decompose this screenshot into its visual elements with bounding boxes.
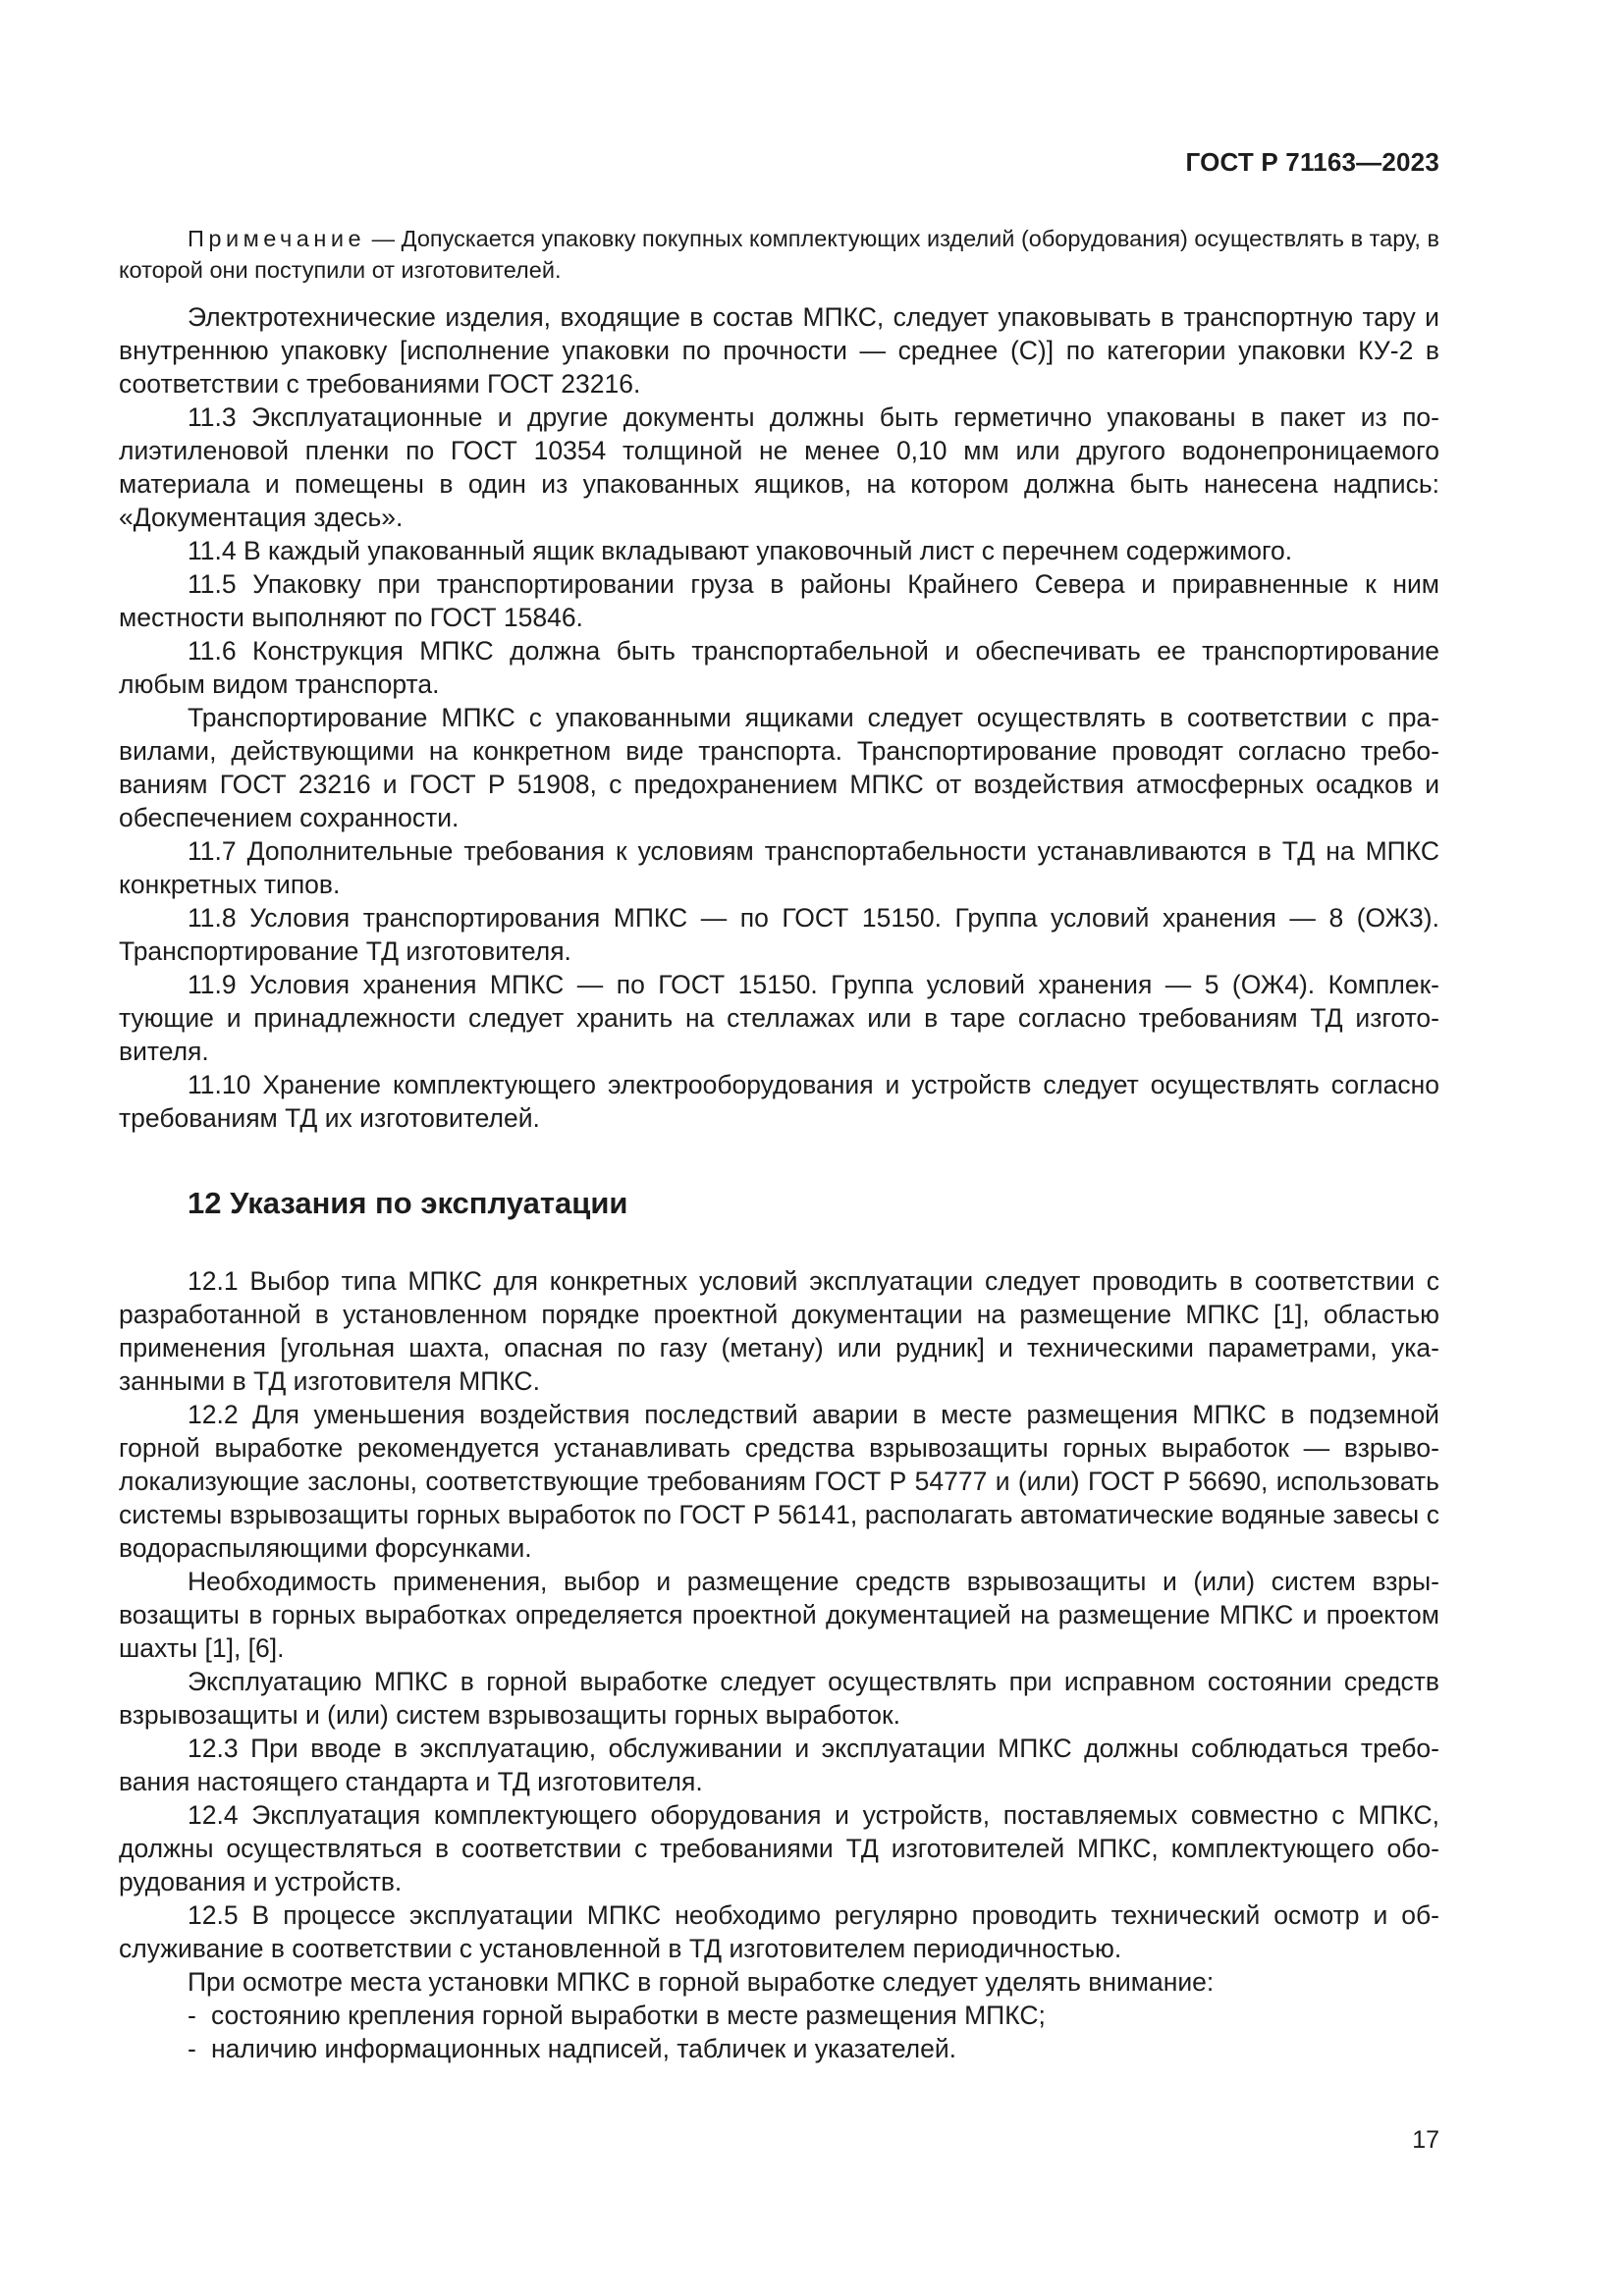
- paragraph: Эксплуатацию МПКС в горной выработке следует осуществлять при исправном состоянии средств взрывозащиты и (или) систем взрывозащиты горных выработок.: [119, 1667, 1439, 1730]
- list-dash: -: [188, 2034, 196, 2063]
- paragraph: 11.4 В каждый упакованный ящик вкладывают упаковочный лист с перечнем содержимого.: [188, 536, 1293, 565]
- paragraph: 11.5 Упаковку при транспортировании груза в районы Крайнего Севера и приравненные к ним местности выполняют по ГОСТ 15846.: [119, 569, 1439, 632]
- section-heading: 12 Указания по эксплуатации: [188, 1186, 628, 1220]
- paragraph: 11.7 Дополнительные требования к условиям транспортабельности устанавливаются в ТД на МПКС конкретных типов.: [119, 836, 1439, 899]
- list-item-text: наличию информационных надписей, табличек и указателей.: [211, 2034, 957, 2063]
- page-body: [119, 224, 1439, 2065]
- paragraph: Электротехнические изделия, входящие в состав МПКС, следует упаковывать в транспортную тару и внутреннюю упаковку [исполнение упаковки по прочности — среднее (С)] по категории упаковки КУ-2 в соответствии с требованиями ГОСТ 23216.: [119, 302, 1439, 399]
- paragraph: При осмотре места установки МПКС в горной выработке следует уделять внимание:: [188, 1967, 1215, 1997]
- paragraph: 11.9 Условия хранения МПКС — по ГОСТ 15150. Группа условий хранения — 5 (ОЖ4). Комплектующие и принадлежности следует хранить на стеллажах или в таре согласно требованиям ТД изготовителя.: [119, 970, 1439, 1066]
- paragraph: 12.3 При вводе в эксплуатацию, обслуживании и эксплуатации МПКС должны соблюдаться требования настоящего стандарта и ТД изготовителя.: [119, 1734, 1439, 1796]
- paragraph: Необходимость применения, выбор и размещение средств взрывозащиты и (или) систем взрывозащиты в горных выработках определяется проектной документацией на размещение МПКС и проектом шахты [1], [6].: [119, 1567, 1439, 1663]
- note: [119, 224, 1439, 286]
- page-number: 17: [1412, 2126, 1439, 2154]
- list-item: [119, 2032, 1439, 2065]
- list-item: [119, 1999, 1439, 2032]
- inspection-list: [119, 1999, 1439, 2065]
- list-item-text: состоянию крепления горной выработки в месте размещения МПКС;: [211, 2001, 1046, 2030]
- note-text: — Допускается упаковку покупных комплектующих изделий (оборудования) осуществлять в тару, в которой они поступили от изготовителей.: [119, 226, 1439, 283]
- paragraph: 12.2 Для уменьшения воздействия последствий аварии в месте размещения МПКС в подземной горной выработке рекомендуется устанавливать средства взрывозащиты горных выработок — взрыволокализующие заслоны, соответствующие требованиям ГОСТ Р 54777 и (или) ГОСТ Р 56690, использовать системы взрывозащиты горных выработок по ГОСТ Р 56141, располагать автоматические водяные завесы с водораспыляющими форсунками.: [119, 1400, 1439, 1563]
- paragraph: 11.10 Хранение комплектующего электрооборудования и устройств следует осуществлять согласно требованиям ТД их изготовителей.: [119, 1070, 1439, 1133]
- paragraph: 12.1 Выбор типа МПКС для конкретных условий эксплуатации следует проводить в соответствии с разработанной в установленном порядке проектной документации на размещение МПКС [1], областью применения [угольная шахта, опасная по газу (метану) или рудник] и техническими параметрами, указанными в ТД изготовителя МПКС.: [119, 1266, 1439, 1396]
- paragraph: 12.5 В процессе эксплуатации МПКС необходимо регулярно проводить технический осмотр и обслуживание в соответствии с установленной в ТД изготовителем периодичностью.: [119, 1900, 1439, 1963]
- paragraph: 11.8 Условия транспортирования МПКС — по ГОСТ 15150. Группа условий хранения — 8 (ОЖ3). Транспортирование ТД изготовителя.: [119, 903, 1439, 966]
- paragraph: 11.6 Конструкция МПКС должна быть транспортабельной и обеспечивать ее транспортирование любым видом транспорта.: [119, 636, 1439, 699]
- document-header: ГОСТ Р 71163—2023: [1185, 147, 1439, 177]
- paragraph: 12.4 Эксплуатация комплектующего оборудования и устройств, поставляемых совместно с МПКС, должны осуществляться в соответствии с требованиями ТД изготовителей МПКС, комплектующего оборудования и устройств.: [119, 1800, 1439, 1896]
- paragraph: Транспортирование МПКС с упакованными ящиками следует осуществлять в соответствии с правилами, действующими на конкретном виде транспорта. Транспортирование проводят согласно требованиям ГОСТ 23216 и ГОСТ Р 51908, с предохранением МПКС от воздействия атмосферных осадков и обеспечением сохранности.: [119, 703, 1439, 832]
- list-dash: -: [188, 2001, 196, 2030]
- note-label: Примечание: [188, 226, 366, 251]
- paragraph: 11.3 Эксплуатационные и другие документы должны быть герметично упакованы в пакет из полиэтиленовой пленки по ГОСТ 10354 толщиной не менее 0,10 мм или другого водонепроницаемого материала и помещены в один из упакованных ящиков, на котором должна быть нанесена надпись: «Документация здесь».: [119, 402, 1439, 532]
